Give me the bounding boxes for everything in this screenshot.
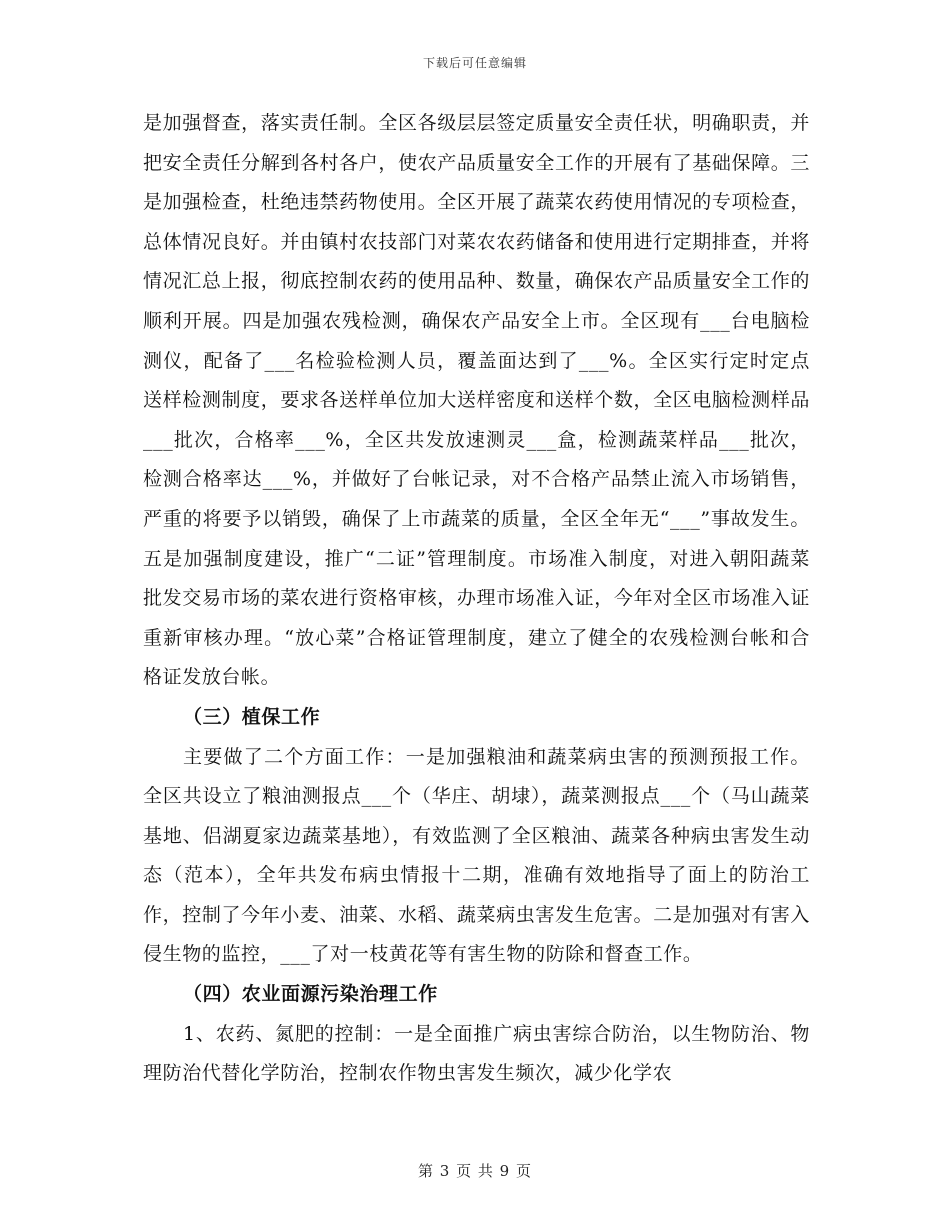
paragraph-pesticide-control: 1、农药、氮肥的控制：一是全面推广病虫害综合防治，以生物防治、物理防治代替化学防治，控制农作物虫害发生频次，减少化学农 xyxy=(143,1022,810,1085)
section-heading-plant-protection: （三）植保工作 xyxy=(183,705,321,728)
page-header-note: 下载后可任意编辑 xyxy=(422,56,527,70)
paragraph-quality-safety: 是加强督查，落实责任制。全区各级层层签定质量安全责任状，明确职责，并把安全责任分解到各村各户，使农产品质量安全工作的开展有了基础保障。三是加强检查，杜绝违禁药物使用。全区开展了蔬菜农药使用情况的专项检查，总体情况良好。并由镇村农技部门对菜农农药储备和使用进行定期排查，并将情况汇总上报，彻底控制农药的使用品种、数量，确保农产品质量安全工作的顺利开展。四是加强农残检测，确保农产品安全上市。全区现有___台电脑检测仪，配备了___名检验检测人员，覆盖面达到了___%。全区实行定时定点送样检测制度，要求各送样单位加大送样密度和送样个数，全区电脑检测样品___批次，合格率___%，全区共发放速测灵___盒，检测蔬菜样品___批次，检测合格率达___%，并做好了台帐记录，对不合格产品禁止流入市场销售，严重的将要予以销毁，确保了上市蔬菜的质量，全区全年无“___”事故发生。五是加强制度建设，推广“二证”管理制度。市场准入制度，对进入朝阳蔬菜批发交易市场的菜农进行资格审核，办理市场准入证，今年对全区市场准入证重新审核办理。“放心菜”合格证管理制度，建立了健全的农残检测台帐和合格证发放台帐。 xyxy=(143,112,810,689)
document-body xyxy=(143,104,810,1094)
section-heading-pollution-control: （四）农业面源污染治理工作 xyxy=(183,983,438,1006)
page-number: 第 3 页 共 9 页 xyxy=(418,1162,532,1180)
paragraph-plant-protection: 主要做了二个方面工作：一是加强粮油和蔬菜病虫害的预测预报工作。全区共设立了粮油测报点___个（华庄、胡埭），蔬菜测报点___个（马山蔬菜基地、侣湖夏家边蔬菜基地），有效监测了全区粮油、蔬菜各种病虫害发生动态（范本），全年共发布病虫情报十二期，准确有效地指导了面上的防治工作，控制了今年小麦、油菜、水稻、蔬菜病虫害发生危害。二是加强对有害入侵生物的监控，___了对一枝黄花等有害生物的防除和督查工作。 xyxy=(143,745,810,966)
